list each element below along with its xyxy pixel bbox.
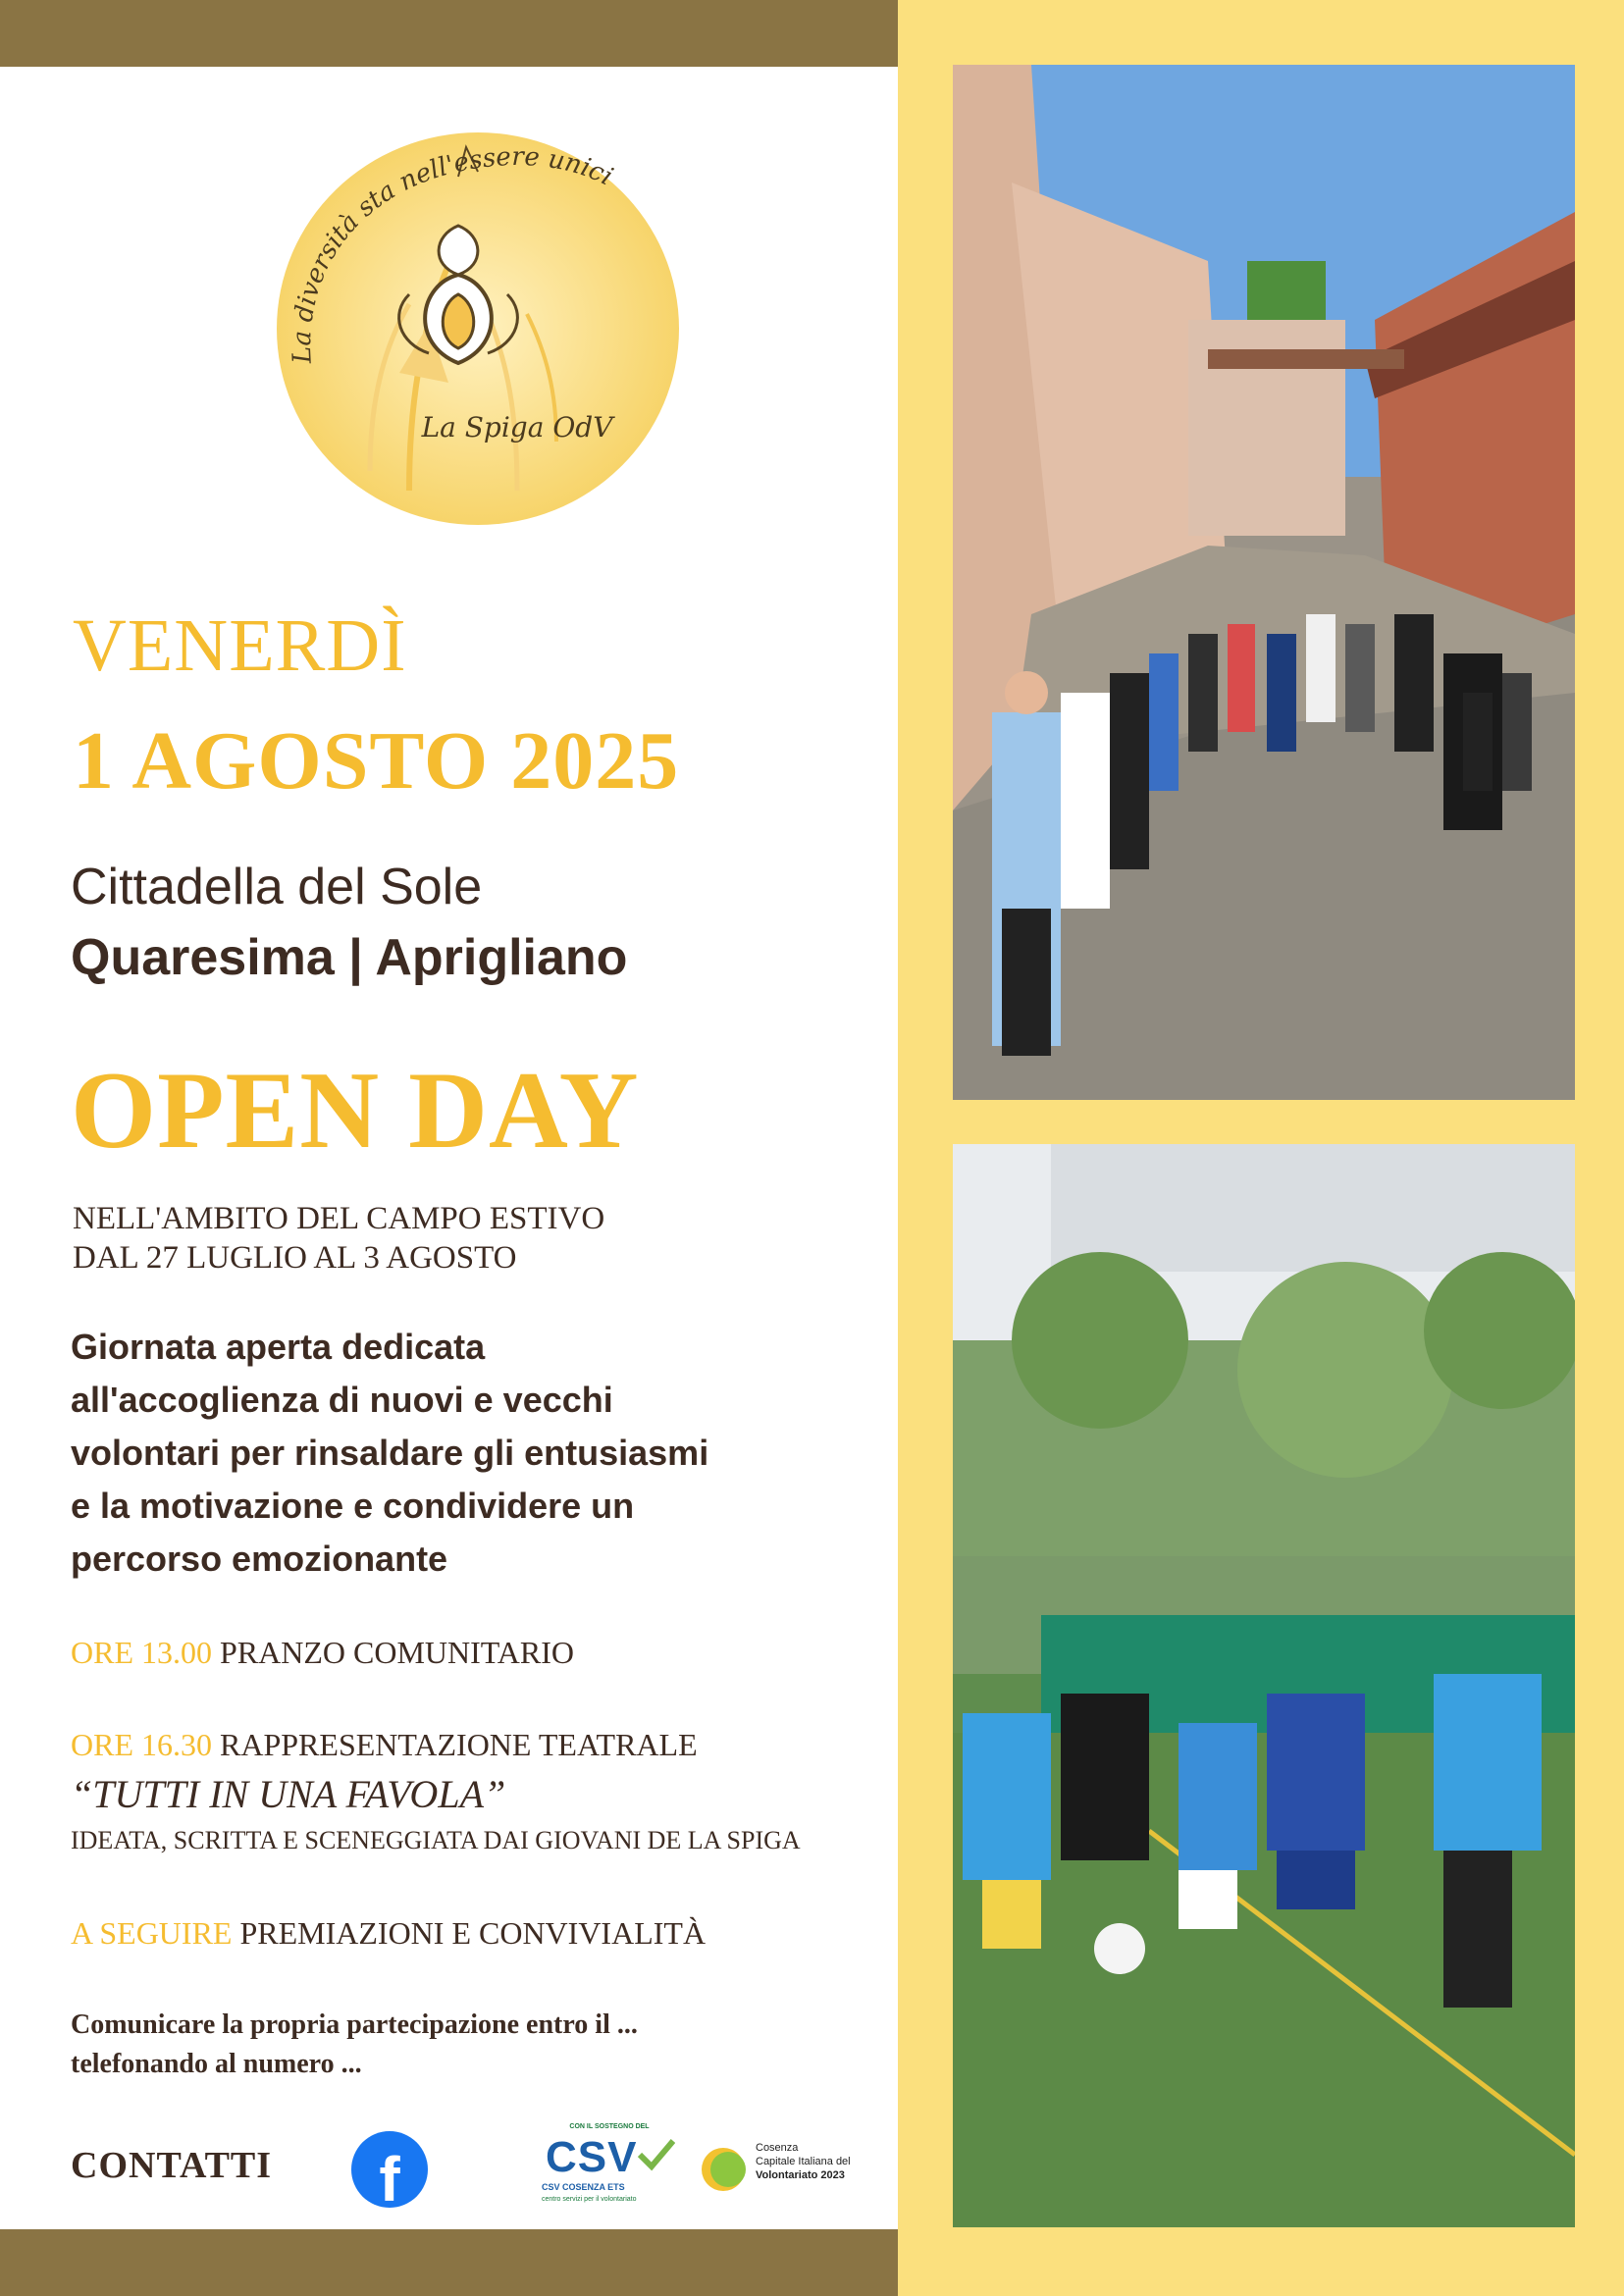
program-text: PREMIAZIONI E CONVIVIALITÀ [239, 1915, 707, 1951]
program-item-theatre [71, 1725, 698, 1764]
program-text: RAPPRESENTAZIONE TEATRALE [220, 1727, 698, 1762]
csv-name: CSV [546, 2133, 638, 2181]
program-time: ORE 13.00 [71, 1635, 212, 1670]
contacts-label: CONTATTI [71, 2145, 273, 2186]
facebook-glyph: f [379, 2144, 400, 2215]
event-title: OPEN DAY [71, 1050, 640, 1172]
location-line-2: Quaresima | Aprigliano [71, 929, 628, 986]
cosenza-text [756, 2141, 903, 2182]
la-spiga-logo [262, 118, 694, 540]
description-line: volontari per rinsaldare gli entusiasmi [71, 1433, 709, 1473]
description-line: e la motivazione e condividere un [71, 1486, 635, 1526]
camp-info [73, 1199, 604, 1278]
top-band [0, 0, 898, 67]
cosenza-line-1: Cosenza [756, 2142, 799, 2154]
program-time: ORE 16.30 [71, 1727, 212, 1762]
logo-name: La Spiga OdV [421, 411, 613, 444]
csv-support-label: CON IL SOSTEGNO DEL [569, 2123, 650, 2130]
csv-tagline: centro servizi per il volontariato [542, 2196, 637, 2203]
program-text: PRANZO COMUNITARIO [220, 1635, 574, 1670]
facebook-icon[interactable] [351, 2131, 428, 2215]
bottom-band [0, 2229, 898, 2296]
event-date: 1 AGOSTO 2025 [73, 715, 680, 807]
rsvp-line-1: Comunicare la propria partecipazione entro il ... [71, 2009, 638, 2040]
camp-line-2: DAL 27 LUGLIO AL 3 AGOSTO [73, 1240, 517, 1276]
crescent-icon [699, 2145, 748, 2194]
csv-cosenza-logo [542, 2123, 677, 2214]
show-title: “TUTTI IN UNA FAVOLA” [71, 1772, 506, 1816]
program-item-lunch [71, 1633, 574, 1672]
event-weekday: VENERDÌ [73, 604, 407, 687]
cosenza-line-3: Volontariato 2023 [756, 2169, 845, 2181]
rsvp-line-2: telefonando al numero ... [71, 2049, 362, 2079]
logo-motto: La diversità sta nell'essere unici [288, 141, 618, 365]
program-item-awards [71, 1913, 706, 1953]
photo-courtyard-group [953, 65, 1575, 1100]
cosenza-volunteering-logo [699, 2141, 895, 2200]
show-credit: IDEATA, SCRITTA E SCENEGGIATA DAI GIOVANI DE LA SPIGA [71, 1826, 801, 1854]
camp-line-1: NELL'AMBITO DEL CAMPO ESTIVO [73, 1201, 605, 1236]
description-line: all'accoglienza di nuovi e vecchi [71, 1380, 613, 1420]
description-line: Giornata aperta dedicata [71, 1327, 486, 1367]
photo-football-match [953, 1144, 1575, 2227]
location-line-1: Cittadella del Sole [71, 859, 483, 915]
check-icon [636, 2135, 675, 2174]
event-description [71, 1321, 856, 1586]
program-time: A SEGUIRE [71, 1915, 233, 1951]
description-line: percorso emozionante [71, 1539, 448, 1579]
cosenza-line-2: Capitale Italiana del [756, 2156, 851, 2167]
rsvp-note [71, 2006, 638, 2084]
csv-sub-label: CSV COSENZA ETS [542, 2182, 625, 2192]
